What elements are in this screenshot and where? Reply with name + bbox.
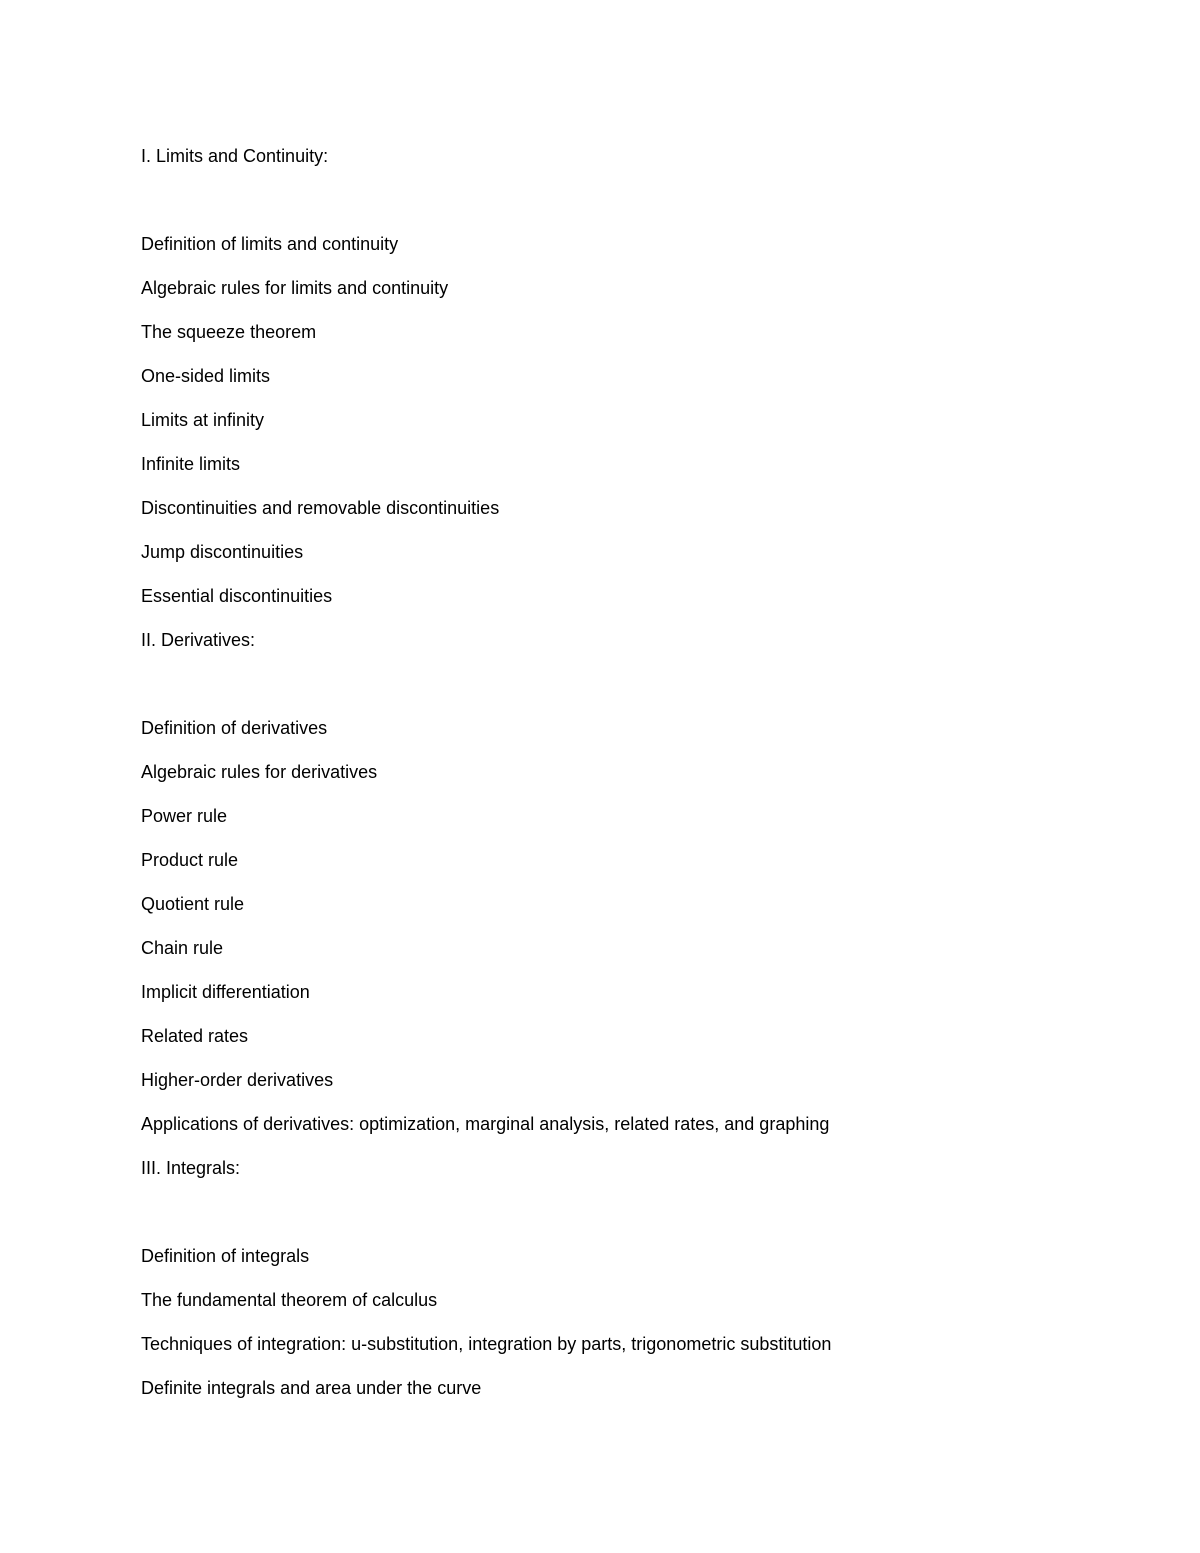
list-item: Infinite limits [141, 454, 241, 474]
list-item: Quotient rule [141, 894, 245, 914]
list-item: Definition of limits and continuity [141, 234, 399, 254]
list-item: Power rule [141, 806, 228, 826]
list-item: Definition of derivatives [141, 718, 328, 738]
section-heading-integrals: III. Integrals: [141, 1158, 241, 1178]
section-heading-limits: I. Limits and Continuity: [141, 146, 329, 166]
list-item: Jump discontinuities [141, 542, 304, 562]
list-item: Product rule [141, 850, 239, 870]
list-item: Implicit differentiation [141, 982, 310, 1002]
list-item: Chain rule [141, 938, 224, 958]
list-item: Related rates [141, 1026, 249, 1046]
list-item: The fundamental theorem of calculus [141, 1290, 438, 1310]
list-item: Definition of integrals [141, 1246, 310, 1266]
section-heading-derivatives: II. Derivatives: [141, 630, 256, 650]
list-item: Discontinuities and removable discontinuities [141, 498, 500, 518]
list-item: One-sided limits [141, 366, 271, 386]
list-item: Higher-order derivatives [141, 1070, 334, 1090]
list-item: Essential discontinuities [141, 586, 333, 606]
document-content [141, 142, 1101, 1418]
list-item: Limits at infinity [141, 410, 265, 430]
list-item: Algebraic rules for limits and continuity [141, 278, 449, 298]
list-item: The squeeze theorem [141, 322, 317, 342]
list-item: Techniques of integration: u-substitution, integration by parts, trigonometric substitution [141, 1334, 832, 1354]
list-item: Definite integrals and area under the curve [141, 1378, 482, 1398]
list-item: Algebraic rules for derivatives [141, 762, 378, 782]
list-item: Applications of derivatives: optimization, marginal analysis, related rates, and graphing [141, 1114, 830, 1134]
